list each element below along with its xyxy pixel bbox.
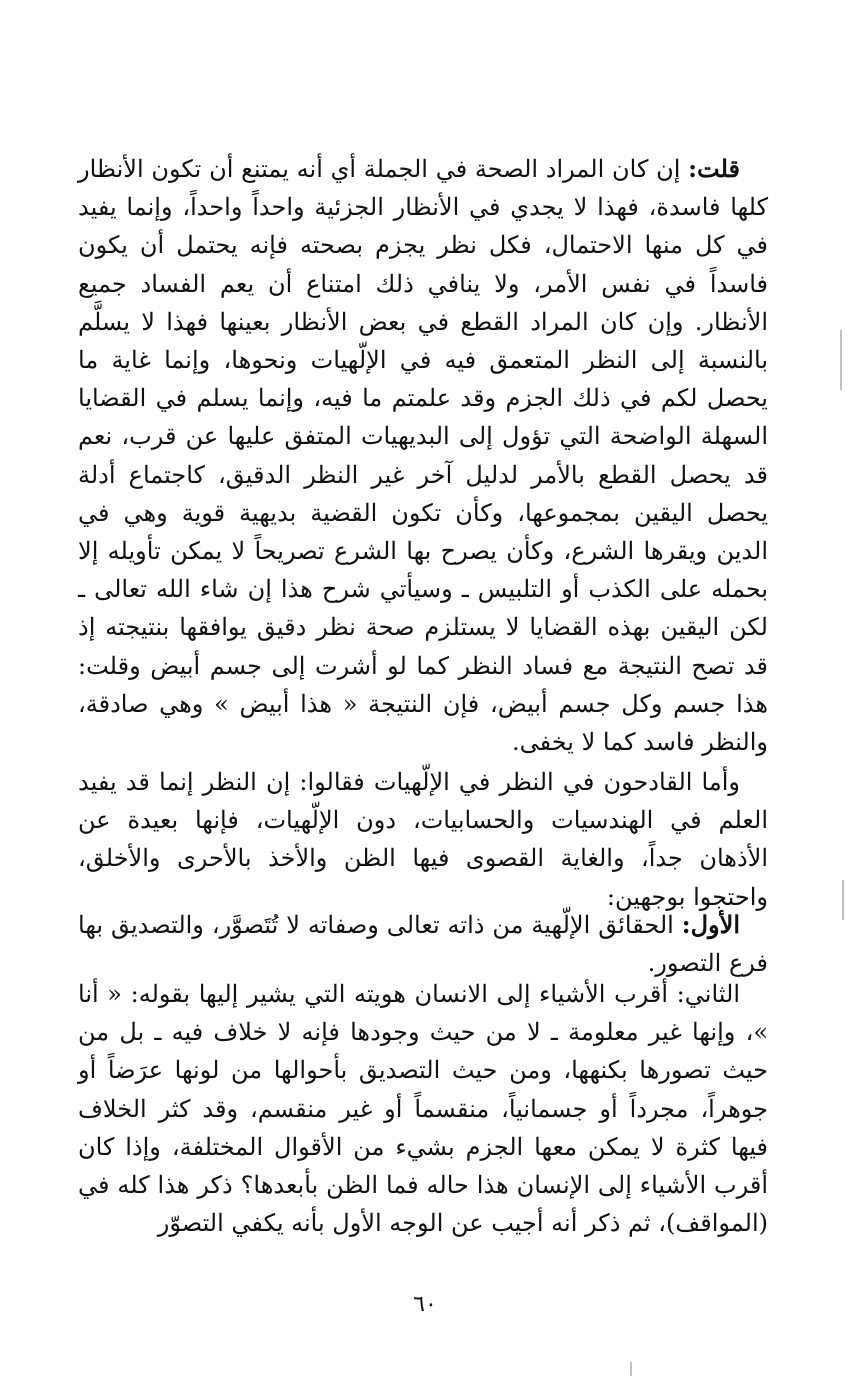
paragraph-3-text: الحقائق الإلّهية من ذاته تعالى وصفاته لا تُتَصوَّر، والتصديق بها فرع التصور. (78, 911, 768, 978)
paragraph-1-text: إن كان المراد الصحة في الجملة أي أنه يمتنع أن تكون الأنظار كلها فاسدة، فهذا لا يجدي في الأنظار الجزئية واحداً واحداً، وإنما يفيد في كل منها الاحتمال، فكل نظر يجزم بصحته فإنه يحتمل أن يكون فاسداً في نفس الأمر، ولا ينافي ذلك امتناع أن يعم الفساد جميع الأنظار. وإن كان المراد القطع في بعض الأنظار بعينها فهذا لا يسلَّم بالنسبة إلى النظر المتعمق فيه في الإلّهيات ونحوها، وإنما غاية ما يحصل لكم في ذلك الجزم وقد علمتم ما فيه، وإنما يسلم في القضايا السهلة الواضحة التي تؤول إلى البديهيات المتفق عليها عن قرب، نعم قد يحصل القطع بالأمر لدليل آخر غير النظر الدقيق، كاجتماع أدلة يحصل اليقين بمجموعها، وكأن تكون القضية بديهية قوية وهي في الدين ويقرها الشرع، وكأن يصرح بها الشرع تصريحاً لا يمكن تأويله إلا بحمله على الكذب أو التلبيس ـ وسيأتي شرح هذا إن شاء الله تعالى ـ لكن اليقين بهذه القضايا لا يستلزم صحة نظر دقيق يوافقها بنتيجته إذ قد تصح النتيجة مع فساد النظر كما لو أشرت إلى جسم أبيض وقلت: هذا جسم وكل جسم أبيض، فإن النتيجة « هذا أبيض » وهي صادقة، والنظر فاسد كما لا يخفى. (78, 155, 768, 757)
paragraph-2 (78, 763, 768, 916)
paragraph-1-lead: قلت: (688, 154, 740, 183)
scan-artifact-line (840, 330, 842, 390)
paragraph-4 (78, 975, 768, 1242)
scan-artifact-line (630, 1362, 632, 1376)
page-number: ٦٠ (413, 1292, 437, 1317)
scan-artifact-line (842, 880, 844, 920)
paragraph-2-text: وأما القادحون في النظر في الإلّهيات فقالوا: إن النظر إنما قد يفيد العلم في الهندسيات والحسابيات، دون الإلّهيات، فإنها بعيدة عن الأذهان جداً، والغاية القصوى فيها الظن والأخذ بالأحرى والأخلق، واحتجوا بوجهين: (78, 768, 768, 911)
paragraph-3 (78, 906, 768, 982)
paragraph-3-lead: الأول: (681, 910, 740, 939)
paragraph-1 (78, 150, 768, 761)
paragraph-4-text: الثاني: أقرب الأشياء إلى الانسان هويته التي يشير إليها بقوله: « أنا »، وإنها غير معلومة ـ لا من حيث وجودها فإنه لا خلاف فيه ـ بل من حيث تصورها بكنهها، ومن حيث التصديق بأحوالها من لونها عرَضاً أو جوهراً، مجرداً أو جسمانياً، منقسماً أو غير منقسم، وقد كثر الخلاف فيها كثرة لا يمكن معها الجزم بشيء من الأقوال المختلفة، وإذا كان أقرب الأشياء إلى الإنسان هذا حاله فما الظن بأبعدها؟ ذكر هذا كله في (المواقف)، ثم ذكر أنه أجيب عن الوجه الأول بأنه يكفي التصوّر (78, 980, 768, 1238)
